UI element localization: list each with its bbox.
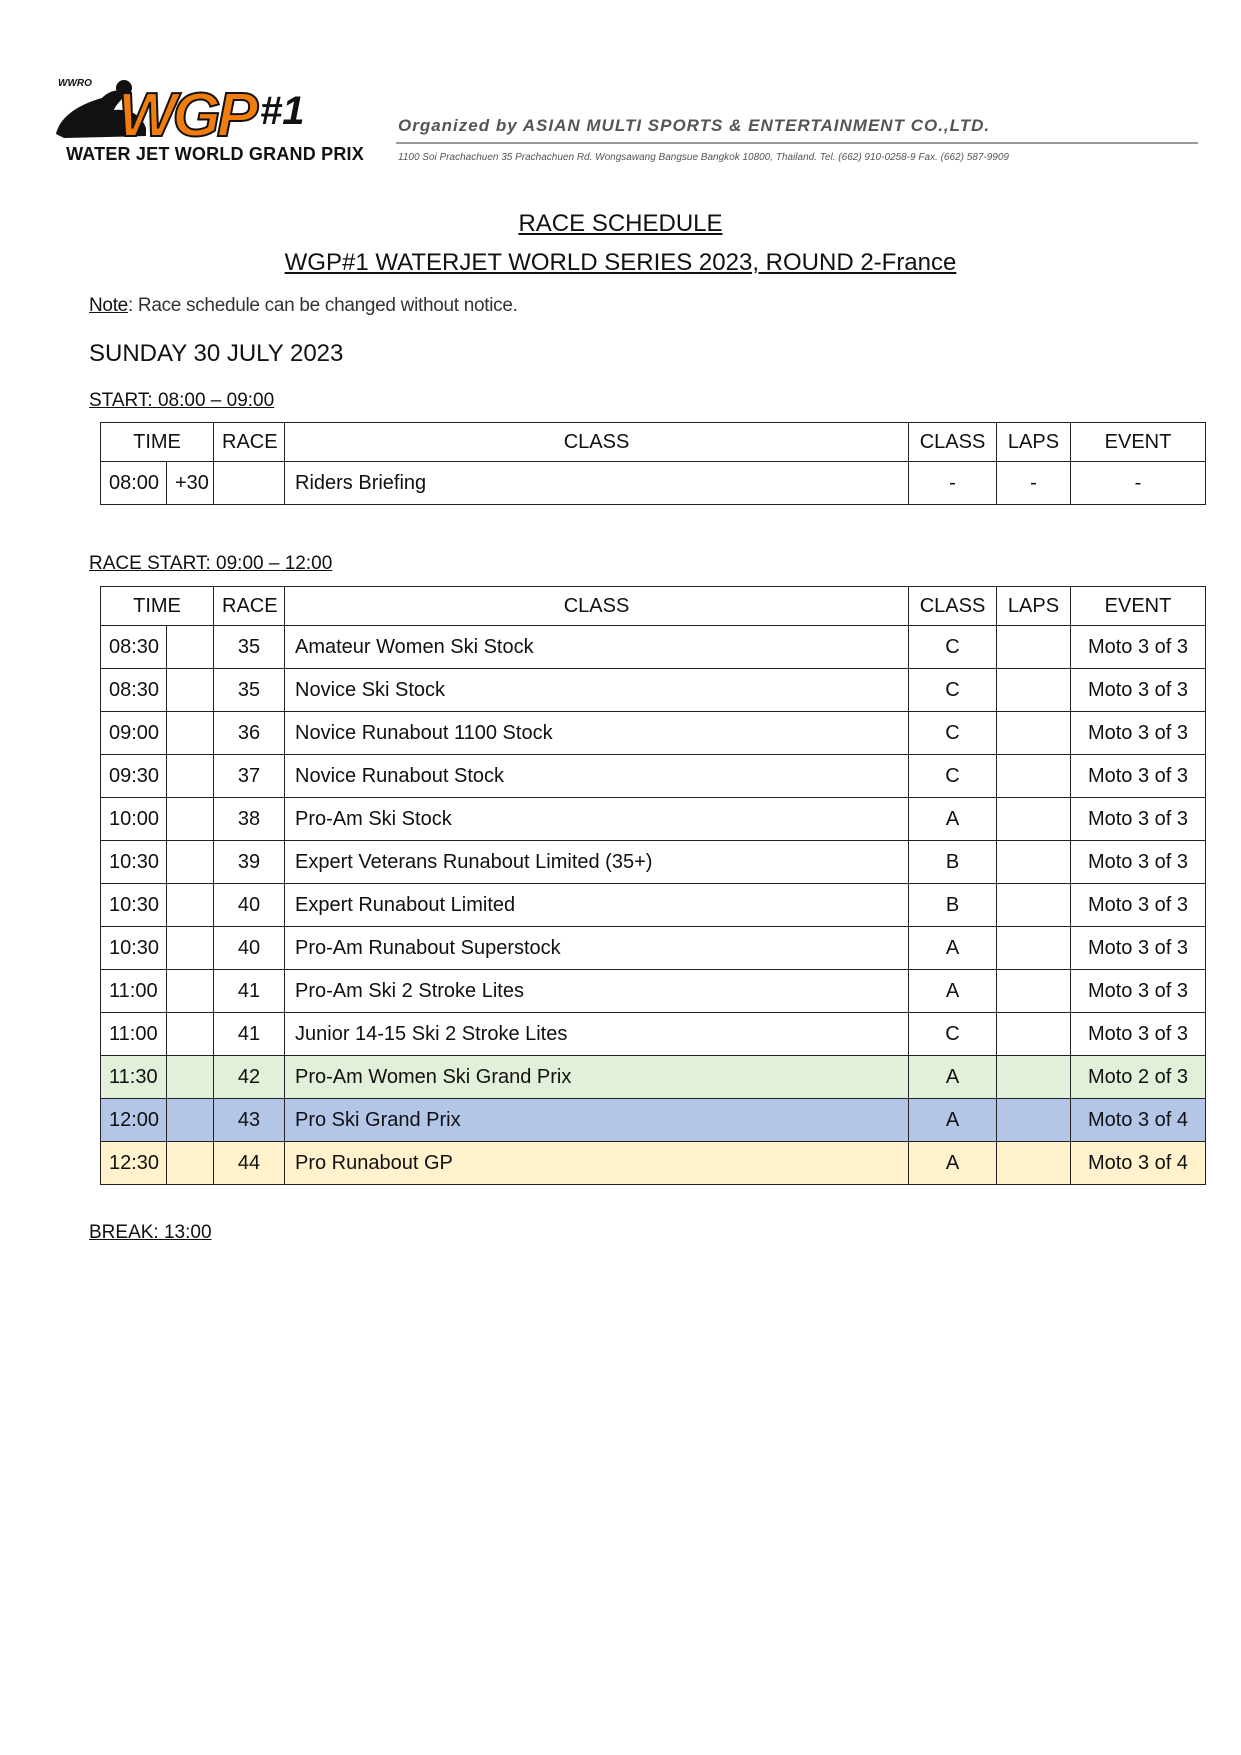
cell-race: 42 <box>214 1056 285 1099</box>
cell-class-grade: B <box>909 884 997 927</box>
cell-laps <box>997 669 1071 712</box>
cell-race <box>214 462 285 505</box>
note-text: : Race schedule can be changed without notice. <box>127 295 518 316</box>
page-subtitle: WGP#1 WATERJET WORLD SERIES 2023, ROUND 2-France <box>284 249 957 276</box>
cell-class-grade: B <box>909 841 997 884</box>
cell-class-grade: A <box>909 798 997 841</box>
note-line <box>89 295 518 317</box>
cell-extra <box>167 712 214 755</box>
cell-time: 08:00 <box>101 462 167 505</box>
cell-extra <box>167 970 214 1013</box>
wgp-logo <box>50 76 380 166</box>
cell-event: Moto 3 of 3 <box>1071 1013 1206 1056</box>
organizer-text: Organized by ASIAN MULTI SPORTS & ENTERTAINMENT CO.,LTD. <box>398 116 991 135</box>
cell-extra <box>167 755 214 798</box>
cell-extra <box>167 1142 214 1185</box>
cell-event: Moto 2 of 3 <box>1071 1056 1206 1099</box>
cell-event: Moto 3 of 4 <box>1071 1142 1206 1185</box>
logo-small-text: WWRO <box>58 78 92 89</box>
cell-race: 44 <box>214 1142 285 1185</box>
cell-time: 08:30 <box>101 669 167 712</box>
table-header-row <box>101 587 1206 626</box>
cell-class-grade: A <box>909 1056 997 1099</box>
cell-class-grade: C <box>909 669 997 712</box>
organizer-address: 1100 Soi Prachachuen 35 Prachachuen Rd. Wongsawang Bangsue Bangkok 10800, Thailand. Tel. (662) 910-0258-9 Fax. (662) 587-9909 <box>398 152 1009 163</box>
cell-laps <box>997 1099 1071 1142</box>
cell-extra <box>167 1013 214 1056</box>
cell-time: 12:30 <box>101 1142 167 1185</box>
cell-event: Moto 3 of 3 <box>1071 884 1206 927</box>
cell-time: 09:30 <box>101 755 167 798</box>
table-row <box>101 669 1206 712</box>
cell-class: Expert Veterans Runabout Limited (35+) <box>285 841 909 884</box>
cell-race: 40 <box>214 884 285 927</box>
cell-class: Pro Ski Grand Prix <box>285 1099 909 1142</box>
cell-extra <box>167 669 214 712</box>
cell-class: Novice Runabout 1100 Stock <box>285 712 909 755</box>
cell-time: 12:00 <box>101 1099 167 1142</box>
cell-laps <box>997 798 1071 841</box>
cell-class-grade: - <box>909 462 997 505</box>
cell-time: 11:00 <box>101 1013 167 1056</box>
cell-extra <box>167 626 214 669</box>
cell-race: 40 <box>214 927 285 970</box>
table-body-race-start <box>101 626 1206 1185</box>
cell-class: Pro-Am Runabout Superstock <box>285 927 909 970</box>
table-row <box>101 626 1206 669</box>
table-row <box>101 927 1206 970</box>
header-class: CLASS <box>285 423 909 462</box>
cell-race: 37 <box>214 755 285 798</box>
cell-time: 10:30 <box>101 927 167 970</box>
cell-time: 09:00 <box>101 712 167 755</box>
cell-class-grade: C <box>909 626 997 669</box>
schedule-table-race-start <box>100 586 1206 1185</box>
cell-laps <box>997 1013 1071 1056</box>
cell-event: Moto 3 of 3 <box>1071 927 1206 970</box>
wgp-logo-graphic <box>50 76 380 146</box>
header-race: RACE <box>214 587 285 626</box>
logo-main-text: WGP <box>118 81 255 146</box>
cell-extra <box>167 798 214 841</box>
cell-race: 43 <box>214 1099 285 1142</box>
header-divider <box>396 142 1198 144</box>
cell-time: 11:30 <box>101 1056 167 1099</box>
cell-race: 38 <box>214 798 285 841</box>
cell-event: Moto 3 of 3 <box>1071 626 1206 669</box>
cell-event: Moto 3 of 3 <box>1071 841 1206 884</box>
cell-class: Novice Ski Stock <box>285 669 909 712</box>
cell-class-grade: A <box>909 1142 997 1185</box>
table-row <box>101 1099 1206 1142</box>
cell-time: 08:30 <box>101 626 167 669</box>
cell-class-grade: C <box>909 755 997 798</box>
cell-time: 10:30 <box>101 841 167 884</box>
cell-race: 36 <box>214 712 285 755</box>
cell-laps <box>997 712 1071 755</box>
cell-class-grade: A <box>909 1099 997 1142</box>
cell-extra: +30 <box>167 462 214 505</box>
cell-extra <box>167 1056 214 1099</box>
header-event: EVENT <box>1071 587 1206 626</box>
cell-event: - <box>1071 462 1206 505</box>
cell-event: Moto 3 of 3 <box>1071 970 1206 1013</box>
cell-time: 10:00 <box>101 798 167 841</box>
cell-laps <box>997 1056 1071 1099</box>
schedule-table-start <box>100 422 1206 505</box>
cell-event: Moto 3 of 3 <box>1071 798 1206 841</box>
cell-extra <box>167 884 214 927</box>
cell-laps <box>997 626 1071 669</box>
table-row <box>101 1013 1206 1056</box>
table-row <box>101 1056 1206 1099</box>
cell-class: Novice Runabout Stock <box>285 755 909 798</box>
table-row <box>101 841 1206 884</box>
section-heading-break: BREAK: 13:00 <box>89 1222 212 1243</box>
cell-laps <box>997 841 1071 884</box>
table-row <box>101 798 1206 841</box>
cell-event: Moto 3 of 4 <box>1071 1099 1206 1142</box>
header-time: TIME <box>101 423 214 462</box>
cell-extra <box>167 1099 214 1142</box>
header-laps: LAPS <box>997 587 1071 626</box>
cell-race: 35 <box>214 626 285 669</box>
cell-race: 41 <box>214 1013 285 1056</box>
logo-subtitle: WATER JET WORLD GRAND PRIX <box>66 144 364 164</box>
header-race: RACE <box>214 423 285 462</box>
header-class: CLASS <box>285 587 909 626</box>
section-heading-race-start: RACE START: 09:00 – 12:00 <box>89 553 333 574</box>
cell-laps <box>997 755 1071 798</box>
cell-laps: - <box>997 462 1071 505</box>
cell-laps <box>997 884 1071 927</box>
cell-class: Amateur Women Ski Stock <box>285 626 909 669</box>
table-row <box>101 1142 1206 1185</box>
cell-class: Pro-Am Ski 2 Stroke Lites <box>285 970 909 1013</box>
header-laps: LAPS <box>997 423 1071 462</box>
page-header <box>50 76 1200 176</box>
cell-event: Moto 3 of 3 <box>1071 755 1206 798</box>
cell-class: Junior 14-15 Ski 2 Stroke Lites <box>285 1013 909 1056</box>
cell-extra <box>167 841 214 884</box>
page-title: RACE SCHEDULE <box>518 210 723 237</box>
header-class-grade: CLASS <box>909 423 997 462</box>
cell-class-grade: A <box>909 970 997 1013</box>
cell-race: 35 <box>214 669 285 712</box>
cell-race: 41 <box>214 970 285 1013</box>
header-class-grade: CLASS <box>909 587 997 626</box>
cell-class: Pro Runabout GP <box>285 1142 909 1185</box>
table-body-start <box>101 462 1206 505</box>
table-row <box>101 712 1206 755</box>
table-row <box>101 970 1206 1013</box>
cell-class: Pro-Am Ski Stock <box>285 798 909 841</box>
table-header-row <box>101 423 1206 462</box>
cell-laps <box>997 970 1071 1013</box>
logo-hash: #1 <box>260 89 305 133</box>
cell-extra <box>167 927 214 970</box>
cell-class: Pro-Am Women Ski Grand Prix <box>285 1056 909 1099</box>
note-label: Note <box>89 295 128 316</box>
cell-laps <box>997 927 1071 970</box>
cell-time: 10:30 <box>101 884 167 927</box>
section-heading-start: START: 08:00 – 09:00 <box>89 390 275 411</box>
cell-race: 39 <box>214 841 285 884</box>
cell-class-grade: C <box>909 712 997 755</box>
cell-class: Riders Briefing <box>285 462 909 505</box>
header-event: EVENT <box>1071 423 1206 462</box>
cell-class-grade: A <box>909 927 997 970</box>
cell-event: Moto 3 of 3 <box>1071 669 1206 712</box>
day-heading: SUNDAY 30 JULY 2023 <box>89 340 344 367</box>
cell-event: Moto 3 of 3 <box>1071 712 1206 755</box>
cell-laps <box>997 1142 1071 1185</box>
header-time: TIME <box>101 587 214 626</box>
cell-time: 11:00 <box>101 970 167 1013</box>
cell-class-grade: C <box>909 1013 997 1056</box>
cell-class: Expert Runabout Limited <box>285 884 909 927</box>
table-row <box>101 884 1206 927</box>
table-row <box>101 755 1206 798</box>
table-row <box>101 462 1206 505</box>
